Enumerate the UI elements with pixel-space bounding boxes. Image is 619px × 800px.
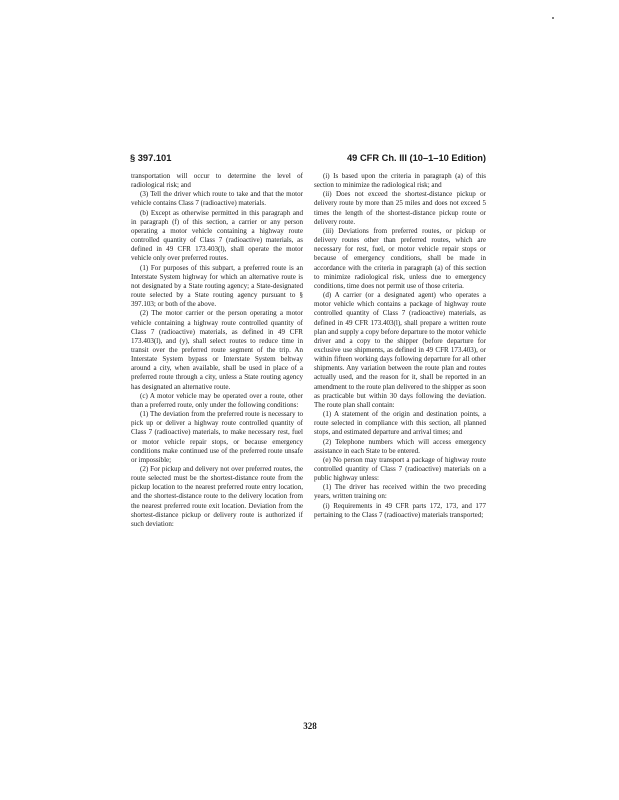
left-column [131, 172, 303, 529]
paragraph: (1) The driver has received within the two preceding years, written training on: [314, 483, 486, 501]
running-head [130, 153, 486, 167]
paragraph: (ii) Does not exceed the shortest-distance pickup or delivery route by more than 25 miles and does not exceed 5 times the length of the shortest-distance pickup route or delivery route. [314, 190, 486, 226]
paragraph: (1) A statement of the origin and destination points, a route selected in compliance with this section, all planned stops, and estimated departure and arrival times; and [314, 410, 486, 437]
paragraph: (2) Telephone numbers which will access emergency assistance in each State to be entered. [314, 437, 486, 455]
paragraph: (3) Tell the driver which route to take and that the motor vehicle contains Class 7 (radioactive) materials. [131, 190, 303, 208]
paragraph: (d) A carrier (or a designated agent) who operates a motor vehicle which contains a package of highway route controlled quantity of Class 7 (radioactive) materials, as defined in 49 CFR 173.403(l), shall prepare a written route plan and supply a copy before departure to the motor vehicle driver and a copy to the shipper (before departure for exclusive use shipments, as defined in 49 CFR 173.403), or within fifteen working days following departure for all other shipments. Any variation between the route plan and routes actually used, and the reason for it, shall be reported in an amendment to the route plan delivered to the shipper as soon as practicable but within 30 days following the deviation. The route plan shall contain: [314, 291, 486, 409]
paragraph: (1) The deviation from the preferred route is necessary to pick up or deliver a highway route controlled quantity of Class 7 (radioactive) materials, to make necessary rest, fuel or motor vehicle repair stops, or because emergency conditions make continued use of the preferred route unsafe or impossible; [131, 410, 303, 464]
paragraph: (b) Except as otherwise permitted in this paragraph and in paragraph (f) of this section, a carrier or any person operating a motor vehicle containing a highway route controlled quantity of Class 7 (radioactive) materials, as defined in 49 CFR 173.403(l), shall operate the motor vehicle only over preferred routes. [131, 208, 303, 263]
page-number: 328 [303, 721, 317, 731]
paragraph: (e) No person may transport a package of highway route controlled quantity of Class 7 (radioactive) materials on a public highway unless: [314, 455, 486, 483]
paragraph: (2) The motor carrier or the person operating a motor vehicle containing a highway route controlled quantity of Class 7 (radioactive) materials, as defined in 49 CFR 173.403(l), and (y), shall select routes to reduce time in transit over the preferred route segment of the trip. An Interstate System bypass or Interstate System beltway around a city, when available, shall be used in place of a preferred route through a city, unless a State routing agency has designated an alternative route. [131, 309, 303, 391]
paragraph: transportation will occur to determine the level of radiological risk; and [131, 172, 303, 190]
section-number: § 397.101 [130, 153, 172, 163]
scan-speck [552, 17, 554, 19]
right-column [314, 172, 486, 520]
title-edition: 49 CFR Ch. III (10–1–10 Edition) [347, 153, 486, 163]
paragraph: (1) For purposes of this subpart, a preferred route is an Interstate System highway for which an alternative route is not designated by a State routing agency; a State-designated route selected by a State routing agency pursuant to § 397.103; or both of the above. [131, 263, 303, 309]
paragraph: (c) A motor vehicle may be operated over a route, other than a preferred route, only under the following conditions: [131, 391, 303, 409]
paragraph: (i) Requirements in 49 CFR parts 172, 173, and 177 pertaining to the Class 7 (radioactive) materials transported; [314, 501, 486, 519]
paragraph: (i) Is based upon the criteria in paragraph (a) of this section to minimize the radiological risk; and [314, 172, 486, 190]
paragraph: (iii) Deviations from preferred routes, or pickup or delivery routes other than preferred routes, which are necessary for rest, fuel, or motor vehicle repair stops or because of emergency conditions, shall be made in accordance with the criteria in paragraph (a) of this section to minimize radiological risk, unless due to emergency conditions, time does not permit use of those criteria. [314, 226, 486, 290]
paragraph: (2) For pickup and delivery not over preferred routes, the route selected must be the shortest-distance route from the pickup location to the nearest preferred route entry location, and the shortest-distance route to the delivery location from the nearest preferred route exit location. Deviation from the shortest-distance pickup or delivery route is authorized if such deviation: [131, 465, 303, 528]
